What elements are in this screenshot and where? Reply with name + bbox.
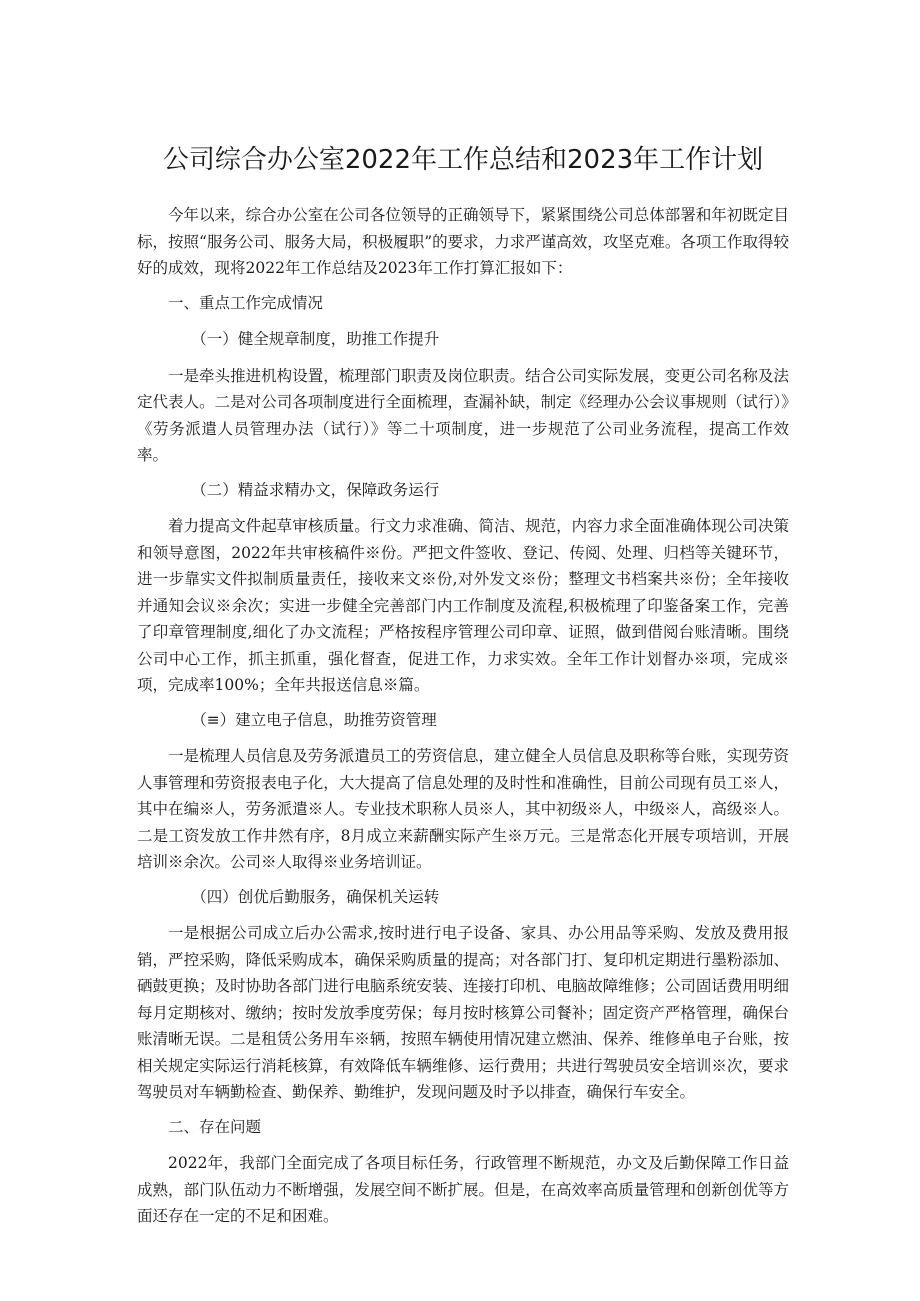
section-heading-1: 一、重点工作完成情况: [168, 293, 324, 312]
subsection-body-2: 着力提高文件起草审核质量。行文力求准确、简洁、规范，内容力求全面准确体现公司决策和领导意图，2022年共审核稿件※份。严把文件签收、登记、传阅、处理、归档等关键环节，进一步靠实文件拟制质量责任，接收来文※份,对外发文※份；整理文书档案共※份；全年接收并通知会议※余次；实进一步健全完善部门内工作制度及流程,积极梳理了印鉴备案工作，完善了印章管理制度,细化了办文流程；严格按程序管理公司印章、证照，做到借阅台账清晰。围绕公司中心工作，抓主抓重，强化督查，促进工作，力求实效。全年工作计划督办※项，完成※项，完成率100%；全年共报送信息※篇。: [137, 517, 789, 694]
intro-paragraph: 今年以来，综合办公室在公司各位领导的正确领导下，紧紧围绕公司总体部署和年初既定目标，按照“服务公司、服务大局，积极履职”的要求，力求严谨高效，攻坚克难。各项工作取得较好的成效，现将2022年工作总结及2023年工作打算汇报如下：: [137, 206, 789, 277]
subsection-heading-2: （二）精益求精办文，保障政务运行: [191, 480, 440, 499]
subsection-body-3: 一是梳理人员信息及劳务派遣员工的劳资信息，建立健全人员信息及职称等台账，实现劳资人事管理和劳资报表电子化，大大提高了信息处理的及时性和准确性，目前公司现有员工※人，其中在编※人，劳务派遣※人。专业技术职称人员※人，其中初级※人，中级※人，高级※人。二是工资发放工作井然有序，8月成立来薪酬实际产生※万元。三是常态化开展专项培训，开展培训※余次。公司※人取得※业务培训证。: [137, 747, 789, 871]
subsection-heading-3: （≡）建立电子信息，助推劳资管理: [191, 710, 437, 729]
section-body-2: 2022年，我部门全面完成了各项目标任务，行政管理不断规范，办文及后勤保障工作日益成熟，部门队伍动力不断增强，发展空间不断扩展。但是，在高效率高质量管理和创新创优等方面还存在一定的不足和困难。: [137, 1154, 789, 1225]
subsection-heading-1: （一）健全规章制度，助推工作提升: [191, 330, 440, 348]
subsection-body-4: 一是根据公司成立后办公需求,按时进行电子设备、家具、办公用品等采购、发放及费用报销，严控采购，降低采购成本，确保采购质量的提高；对各部门打、复印机定期进行墨粉添加、硒鼓更换；及时协助各部门进行电脑系统安装、连接打印机、电脑故障维修；公司固话费用明细每月定期核对、缴纳；按时发放季度劳保；每月按时核算公司餐补；固定资产严格管理，确保台账清晰无误。二是租赁公务用车※辆，按照车辆使用情况建立燃油、保养、维修单电子台账，按相关规定实际运行消耗核算，有效降低车辆维修、运行费用；共进行驾驶员安全培训※次，要求驾驶员对车辆勤检查、勤保养、勤维护，发现问题及时予以排查，确保行车安全。: [137, 924, 789, 1101]
document-title: 公司综合办公室2022年工作总结和2023年工作计划: [162, 145, 764, 175]
document-page: [137, 140, 789, 1238]
subsection-heading-4: （四）创优后勤服务，确保机关运转: [191, 887, 440, 906]
section-heading-2: 二、存在问题: [168, 1117, 262, 1136]
subsection-body-1: 一是牵头推进机构设置，梳理部门职责及岗位职责。结合公司实际发展，变更公司名称及法定代表人。二是对公司各项制度进行全面梳理，查漏补缺，制定《经理办公会议事规则（试行）》《劳务派遣人员管理办法（试行）》等二十项制度，进一步规范了公司业务流程，提高工作效率。: [137, 366, 789, 464]
